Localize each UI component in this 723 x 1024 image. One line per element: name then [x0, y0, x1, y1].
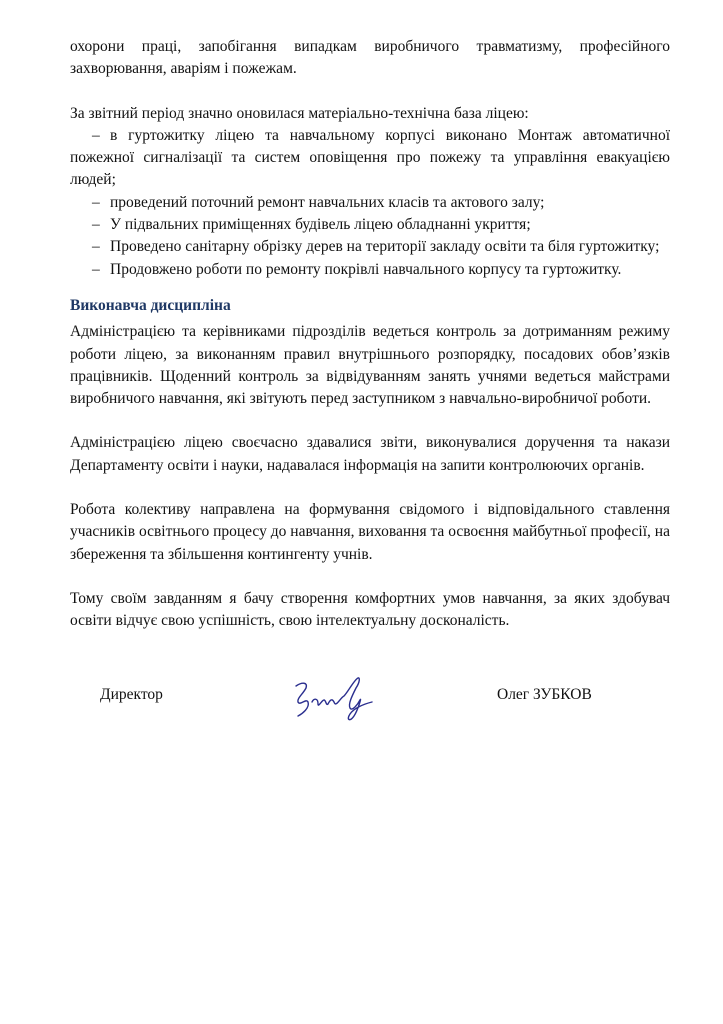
- list-item: [70, 236, 670, 258]
- list-item-text: Продовжено роботи по ремонту покрівлі навчального корпусу та гуртожитку.: [110, 260, 622, 278]
- dash-bullet: –: [92, 216, 100, 234]
- list-item: [70, 192, 670, 214]
- list-item-text: Проведено санітарну обрізку дерев на території закладу освіти та біля гуртожитку;: [110, 238, 660, 256]
- signature-stroke: [296, 678, 372, 720]
- material-base-lead: За звітний період значно оновилася матеріально-технічна база ліцею:: [70, 104, 529, 122]
- list-item: [70, 259, 670, 281]
- paragraph-gap: [70, 477, 670, 499]
- signatory-title: Директор: [100, 686, 163, 703]
- signature-block: [100, 668, 640, 728]
- discipline-paragraph: Адміністрацією та керівниками підрозділів ведеться контроль за дотриманням режиму роботи ліцею, за виконанням правил внутрішнього розпорядку, посадових обов’язків працівників. Щоденний контроль за відвідуванням занять учнями ведеться майстрами виробничого навчання, які звітують перед заступником з навчально-виробничої роботи.: [70, 323, 670, 408]
- list-item-text: в гуртожитку ліцею та навчальному корпусі виконано Монтаж автоматичної пожежної сигналізації та систем оповіщення про пожежу та управління евакуацією людей;: [70, 126, 670, 189]
- discipline-paragraph: Робота колективу направлена на формування свідомого і відповідального ставлення учасників освітнього процесу до навчання, виховання та освоєння майбутньої професії, на збереження та збільшення контингенту учнів.: [70, 501, 670, 563]
- signatory-name: Олег ЗУБКОВ: [497, 686, 592, 703]
- discipline-paragraph: Адміністрацією ліцею своєчасно здавалися звіти, виконувалися доручення та накази Департаменту освіти і науки, надавалася інформація на запити контролюючих органів.: [70, 434, 670, 474]
- handwritten-signature: [288, 668, 378, 726]
- material-base-list: [70, 125, 670, 281]
- dash-bullet: –: [92, 260, 100, 278]
- intro-tail-paragraph: охорони праці, запобігання випадкам виробничого травматизму, професійного захворювання, аваріям і пожежам.: [70, 38, 670, 78]
- discipline-paragraph: Тому своїм завданням я бачу створення комфортних умов навчання, за яких здобувач освіти відчує свою успішність, свою інтелектуальну досконалість.: [70, 589, 670, 630]
- document-page: [70, 36, 670, 633]
- list-item: [70, 125, 670, 192]
- dash-bullet: –: [92, 193, 100, 211]
- paragraph-gap: [70, 566, 670, 588]
- section-heading: Виконавча дисципліна: [70, 296, 231, 314]
- list-item-text: проведений поточний ремонт навчальних класів та актового залу;: [110, 193, 545, 211]
- paragraph-gap: [70, 410, 670, 432]
- list-item: [70, 214, 670, 236]
- dash-bullet: –: [92, 126, 100, 144]
- paragraph-gap: [70, 81, 670, 103]
- dash-bullet: –: [92, 238, 100, 256]
- list-item-text: У підвальних приміщеннях будівель ліцею обладнанні укриття;: [110, 216, 531, 234]
